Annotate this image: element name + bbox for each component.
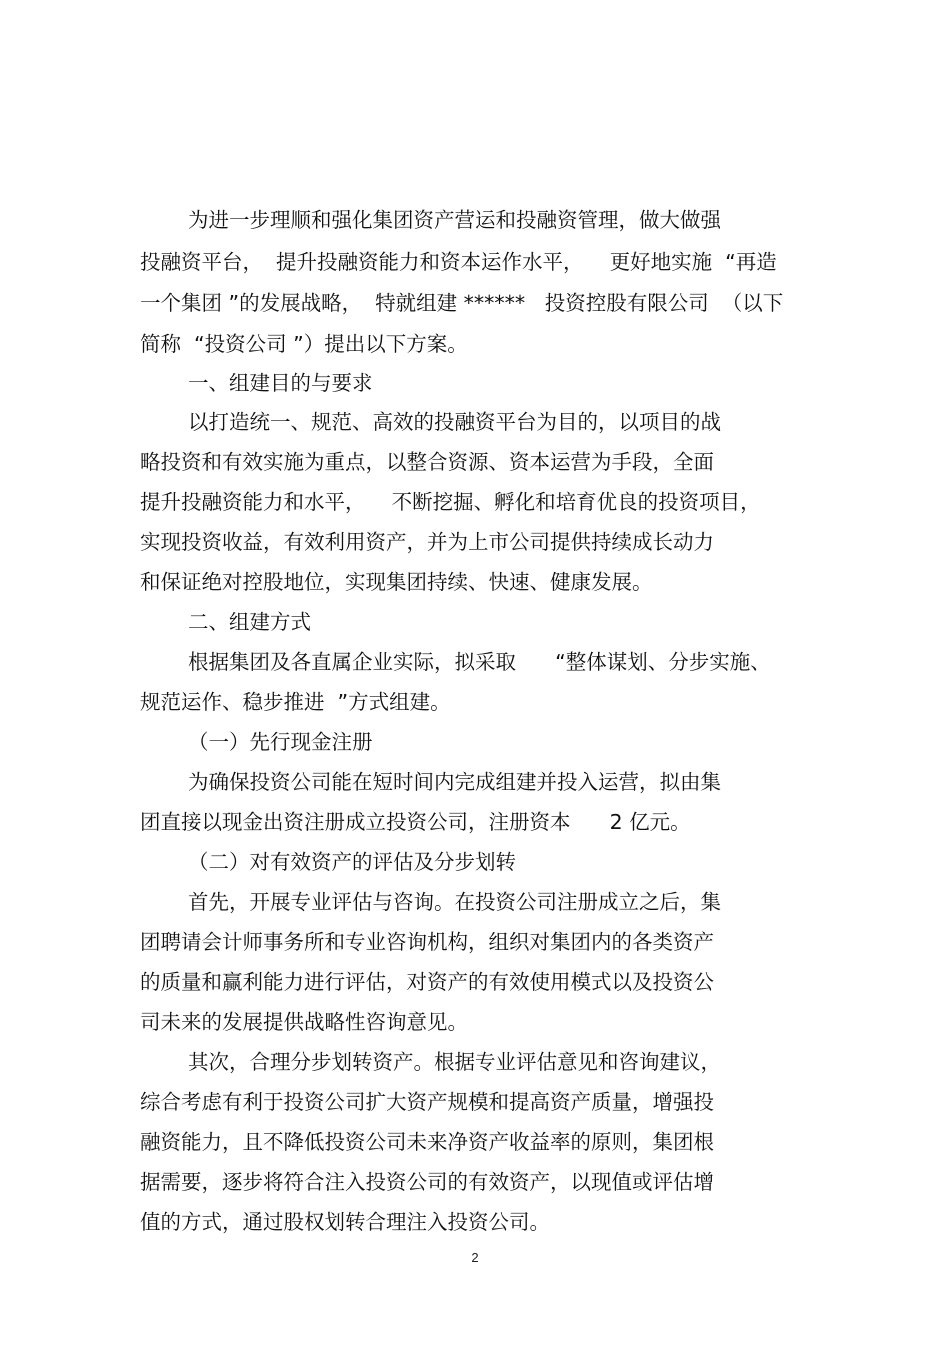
paragraph-intro-line-4: 简称 “投资公司 ”）提出以下方案。: [140, 332, 468, 356]
paragraph-evaluation-line-3: 的质量和赢利能力进行评估，对资产的有效使用模式以及投资公: [140, 970, 714, 994]
paragraph-intro-line-3: 一个集团 ”的发展战略， 特就组建 ****** 投资控股有限公司 （以下: [140, 291, 784, 315]
section-heading-1: 一、组建目的与要求: [188, 371, 373, 395]
paragraph-purpose-line-2: 略投资和有效实施为重点，以整合资源、资本运营为手段，全面: [140, 450, 714, 474]
paragraph-transfer-line-4: 据需要，逐步将符合注入投资公司的有效资产，以现值或评估增: [140, 1170, 714, 1194]
paragraph-method-line-1: 根据集团及各直属企业实际，拟采取 “整体谋划、分步实施、: [188, 650, 771, 674]
paragraph-transfer-line-5: 值的方式，通过股权划转合理注入投资公司。: [140, 1210, 550, 1234]
paragraph-cash-line-2: 团直接以现金出资注册成立投资公司，注册资本 2 亿元。: [140, 810, 691, 834]
paragraph-cash-line-1: 为确保投资公司能在短时间内完成组建并投入运营，拟由集: [188, 770, 721, 794]
paragraph-transfer-line-1: 其次，合理分步划转资产。根据专业评估意见和咨询建议，: [188, 1050, 721, 1074]
paragraph-evaluation-line-4: 司未来的发展提供战略性咨询意见。: [140, 1010, 468, 1034]
paragraph-purpose-line-1: 以打造统一、规范、高效的投融资平台为目的，以项目的战: [188, 410, 721, 434]
paragraph-method-line-2: 规范运作、稳步推进 ”方式组建。: [140, 690, 451, 714]
paragraph-transfer-line-2: 综合考虑有利于投资公司扩大资产规模和提高资产质量，增强投: [140, 1090, 714, 1114]
paragraph-transfer-line-3: 融资能力，且不降低投资公司未来净资产收益率的原则，集团根: [140, 1130, 714, 1154]
paragraph-evaluation-line-2: 团聘请会计师事务所和专业咨询机构，组织对集团内的各类资产: [140, 930, 714, 954]
paragraph-evaluation-line-1: 首先，开展专业评估与咨询。在投资公司注册成立之后，集: [188, 890, 721, 914]
paragraph-purpose-line-5: 和保证绝对控股地位，实现集团持续、快速、健康发展。: [140, 570, 653, 594]
page-number: 2: [471, 1250, 479, 1265]
section-heading-2: 二、组建方式: [188, 610, 311, 634]
paragraph-intro-line-1: 为进一步理顺和强化集团资产营运和投融资管理，做大做强: [188, 208, 721, 232]
paragraph-intro-line-2: 投融资平台， 提升投融资能力和资本运作水平， 更好地实施 “再造: [140, 250, 777, 274]
subsection-heading-1: （一）先行现金注册: [188, 730, 373, 754]
paragraph-purpose-line-4: 实现投资收益，有效利用资产，并为上市公司提供持续成长动力: [140, 530, 714, 554]
paragraph-purpose-line-3: 提升投融资能力和水平， 不断挖掘、孵化和培育优良的投资项目，: [140, 490, 761, 514]
subsection-heading-2: （二）对有效资产的评估及分步划转: [188, 850, 516, 874]
